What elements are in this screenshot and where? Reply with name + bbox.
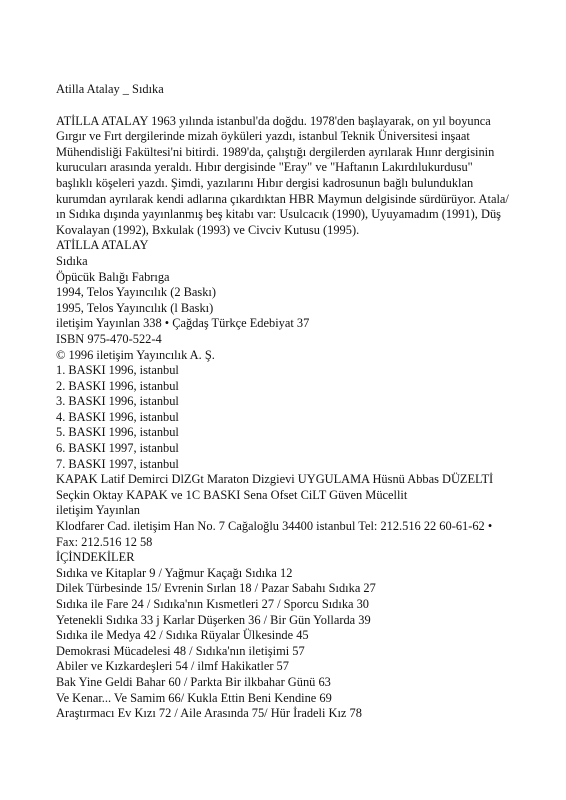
text-line: Ve Kenar... Ve Samim 66/ Kukla Ettin Beni Kendine 69 <box>56 690 332 705</box>
text-line: Demokrasi Mücadelesi 48 / Sıdıka'nın iletişimi 57 <box>56 643 305 658</box>
text-line: 3. BASKI 1996, istanbul <box>56 394 179 409</box>
text-line: Öpücük Balığı Fabrıga <box>56 269 170 284</box>
text-line: Dilek Türbesinde 15/ Evrenin Sırlan 18 / Pazar Sabahı Sıdıka 27 <box>56 581 376 596</box>
text-line: 2. BASKI 1996, istanbul <box>56 378 179 393</box>
text-line: Yetenekli Sıdıka 33 j Karlar Düşerken 36 / Bir Gün Yollarda 39 <box>56 612 371 627</box>
text-line: ISBN 975-470-522-4 <box>56 331 162 346</box>
text-line: Sıdıka ile Fare 24 / Sıdıka'nın Kısmetleri 27 / Sporcu Sıdıka 30 <box>56 597 370 611</box>
text-line: © 1996 iletişim Yayıncılık A. Ş. <box>56 347 215 362</box>
text-line: 1995, Telos Yayıncılık (l Baskı) <box>56 300 214 315</box>
text-line: 4. BASKI 1996, istanbul <box>56 409 179 424</box>
text-line: Klodfarer Cad. iletişim Han No. 7 Cağaloğlu 34400 istanbul Tel: 212.516 22 60-61-62 • Fax: 212.516 12 58 <box>56 519 493 549</box>
text-line: Sıdıka ve Kitaplar 9 / Yağmur Kaçağı Sıdıka 12 <box>56 565 293 580</box>
colophon-and-contents-list <box>56 238 511 721</box>
text-line: 1. BASKI 1996, istanbul <box>56 363 179 378</box>
text-line: 5. BASKI 1996, istanbul <box>56 425 179 440</box>
document-heading: Atilla Atalay _ Sıdıka <box>56 82 164 96</box>
text-line: 1994, Telos Yayıncılık (2 Baskı) <box>56 285 216 300</box>
author-bio-paragraph: ATİLLA ATALAY 1963 yılında istanbul'da doğdu. 1978'den başlayarak, on yıl boyunca Gırgır ve Fırt dergilerinde mizah öyküleri yazdı, istanbul Teknik Üniversitesi inşaat Mühendisliği Fakültesi'ni bitirdi. 1989'da, çalıştığı dergilerden ayrılarak Hıınr dergisinin kurucuları arasında yeraldı. Hıbır dergisinde "Eray" ve "Haftanın Lakırdılukurdusu" başlıklı köşeleri yazdı. Şimdi, yazılarını Hıbır dergisi kadrosunun bağlı bulunduklan kurumdan ayrılarak kendi adlarına çıkardıktan HBR Maymun delgisinde sürdürüyor. Atala/ın Sıdıka dışında yayınlanmış beş kitabı var: Usulcacık (1990), Uyuyamadım (1991), Düş Kovalayan (1992), Bxkulak (1993) ve Civciv Kutusu (1995). <box>56 113 509 237</box>
text-line: Bak Yine Geldi Bahar 60 / Parkta Bir ilkbahar Günü 63 <box>56 674 331 689</box>
text-line: Sıdıka ile Medya 42 / Sıdıka Rüyalar Ülkesinde 45 <box>56 628 309 643</box>
text-line: İÇİNDEKİLER <box>56 550 135 565</box>
text-line: Abiler ve Kızkardeşleri 54 / ilmf Hakikatler 57 <box>56 659 289 674</box>
text-line: ATİLLA ATALAY <box>56 238 149 253</box>
text-line: Araştırmacı Ev Kızı 72 / Aile Arasında 75/ Hür İradeli Kız 78 <box>56 706 362 721</box>
text-line: KAPAK Latif Demirci DlZGt Maraton Dizgievi UYGULAMA Hüsnü Abbas DÜZELTİ Seçkin Oktay KAPAK ve 1C BASKI Sena Ofset CiLT Güven Mücellit <box>56 472 494 502</box>
text-line: Sıdıka <box>56 253 88 268</box>
text-line: 7. BASKI 1997, istanbul <box>56 456 179 471</box>
text-line: iletişim Yayınlan <box>56 503 140 518</box>
text-line: 6. BASKI 1997, istanbul <box>56 441 179 456</box>
text-line: iletişim Yayınlan 338 • Çağdaş Türkçe Edebiyat 37 <box>56 316 310 331</box>
document-content <box>56 82 511 722</box>
